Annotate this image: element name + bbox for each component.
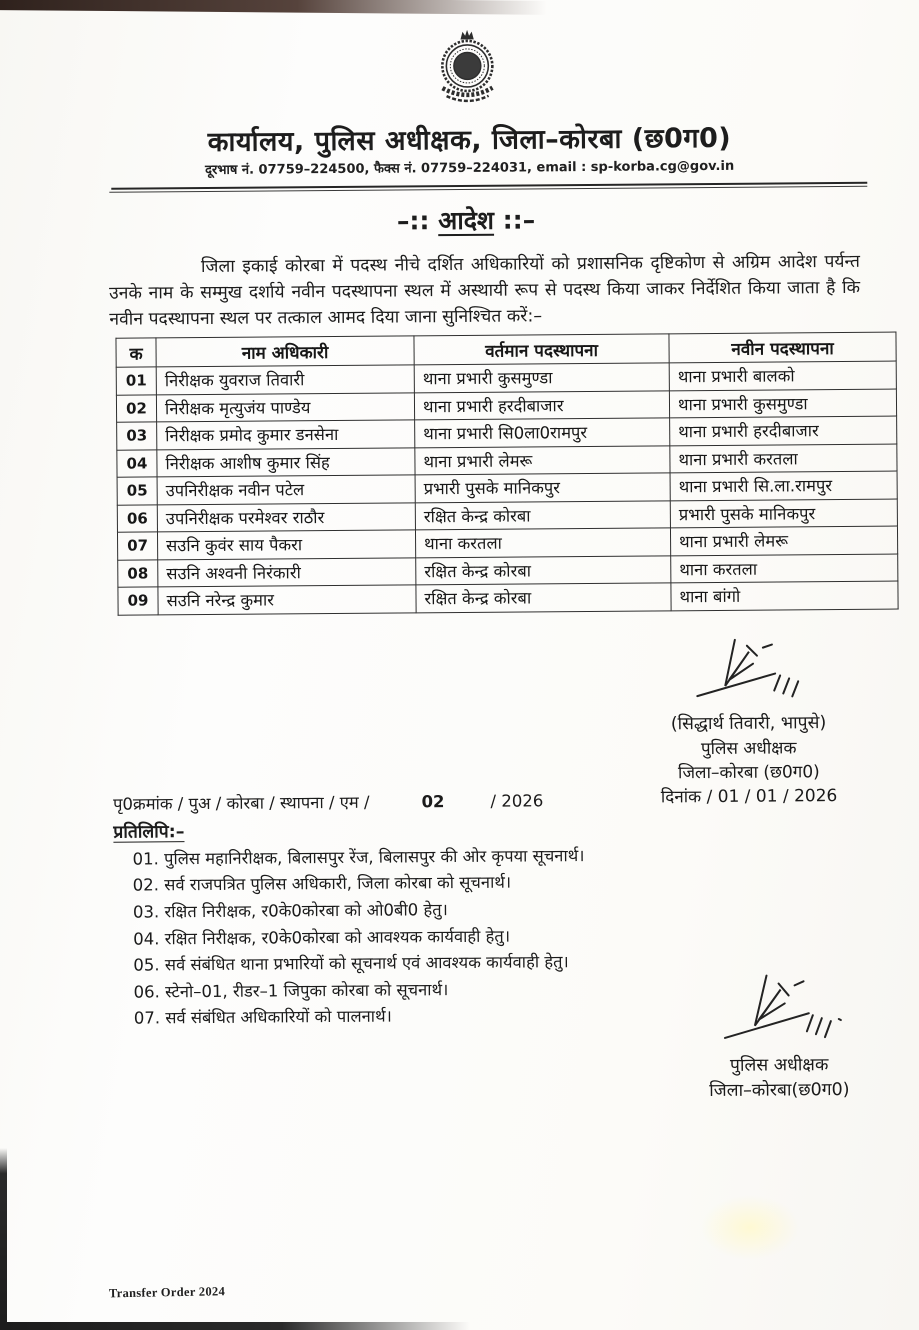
footer-note: Transfer Order 2024 <box>108 1284 226 1301</box>
order-date: दिनांक / 01 / 01 / 2026 <box>660 786 838 808</box>
memo-year: / 2026 <box>490 791 544 811</box>
bottom-designation: पुलिस अधीक्षक <box>729 1055 829 1076</box>
order-title-word: आदेश <box>438 205 495 236</box>
cell-new-posting: थाना बांगो <box>671 581 898 610</box>
memo-number: 02 <box>421 791 445 811</box>
police-crest-icon <box>428 26 507 111</box>
order-title-suffix: ::– <box>493 205 536 235</box>
order-intro-paragraph: जिला इकाई कोरबा में पदस्थ नीचे दर्शित अधिकारियों को प्रशासनिक दृष्टिकोण से अग्रिम आदेश पर्यन्त उनके नाम के सम्मुख दर्शाये नवीन पदस्थापना स्थल में अस्थायी रूप से पदस्थ किया जाकर निर्देशित किया जाता है कि नवीन पदस्थापना स्थल पर तत्काल आमद दिया जाना सुनिश्चित करें:– <box>109 251 861 330</box>
cell-new-posting: थाना प्रभारी बालको <box>669 361 896 390</box>
cell-new-posting: थाना प्रभारी कुसमुण्डा <box>669 389 896 418</box>
column-header-new-posting: नवीन पदस्थापना <box>669 332 896 363</box>
cell-officer-name: निरीक्षक प्रमोद कुमार डनसेना <box>157 420 415 450</box>
cell-serial: 05 <box>117 477 157 505</box>
scan-smudge <box>700 1195 800 1260</box>
cell-serial: 03 <box>117 422 157 450</box>
signatory-block-top <box>598 633 899 811</box>
copy-item: 04. रक्षित निरीक्षक, र0के0कोरबा को आवश्यक कार्यवाही हेतु। <box>133 926 511 949</box>
contact-line: दूरभाष नं. 07759–224500, फैक्स नं. 07759–224031, email : sp-korba.cg@gov.in <box>205 158 735 178</box>
cell-new-posting: थाना प्रभारी हरदीबाजार <box>670 416 897 445</box>
cell-serial: 02 <box>116 395 156 423</box>
cell-officer-name: निरीक्षक आशीष कुमार सिंह <box>157 448 415 478</box>
cell-current-posting: थाना प्रभारी लेमरू <box>415 446 670 476</box>
transfer-table <box>115 332 898 616</box>
signatory-designation: पुलिस अधीक्षक <box>700 738 797 759</box>
column-header-name: नाम अधिकारी <box>156 336 414 367</box>
cell-new-posting: थाना प्रभारी करतला <box>670 444 897 473</box>
cell-current-posting: रक्षित केन्द्र कोरबा <box>416 556 671 586</box>
copy-item: 01. पुलिस महानिरीक्षक, बिलासपुर रेंज, बिलासपुर की ओर कृपया सूचनार्थ। <box>132 845 585 869</box>
column-header-serial: क <box>116 338 156 367</box>
copy-item: 06. स्टेनो–01, रीडर–1 जिपुका कोरबा को सूचनार्थ। <box>133 979 449 1002</box>
cell-current-posting: प्रभारी पुसके मानिकपुर <box>415 473 670 503</box>
cell-new-posting: प्रभारी पुसके मानिकपुर <box>670 499 897 528</box>
cell-serial: 01 <box>116 367 156 395</box>
cell-current-posting: थाना करतला <box>415 528 670 558</box>
office-title: कार्यालय, पुलिस अधीक्षक, जिला–कोरबा (छ0ग0) <box>207 122 732 158</box>
scan-left-edge <box>0 1148 7 1330</box>
cell-new-posting: थाना प्रभारी लेमरू <box>670 526 897 555</box>
order-title <box>6 199 919 240</box>
bottom-district: जिला–कोरबा(छ0ग0) <box>709 1079 850 1101</box>
copy-item: 05. सर्व संबंधित थाना प्रभारियों को सूचनार्थ एवं आवश्यक कार्यवाही हेतु। <box>133 952 569 975</box>
cell-officer-name: सउनि अश्वनी निरंकारी <box>158 558 416 588</box>
table-row <box>118 581 898 615</box>
cell-current-posting: थाना प्रभारी सि0ला0रामपुर <box>415 418 670 448</box>
cell-officer-name: सउनि कुवंर साय पैकरा <box>157 530 415 560</box>
copies-heading: प्रतिलिपि:– <box>113 821 185 843</box>
copy-item: 07. सर्व संबंधित अधिकारियों को पालनार्थ। <box>133 1006 392 1029</box>
cell-new-posting: थाना करतला <box>671 554 898 583</box>
cell-current-posting: रक्षित केन्द्र कोरबा <box>416 583 671 613</box>
signature-scribble-icon <box>708 969 849 1054</box>
cell-officer-name: सउनि नरेन्द्र कुमार <box>158 585 416 615</box>
cell-serial: 09 <box>118 587 158 615</box>
cell-serial: 08 <box>118 560 158 588</box>
cell-current-posting: थाना प्रभारी कुसमुण्डा <box>414 363 669 393</box>
memo-prefix: पृ0क्रमांक / पुअ / कोरबा / स्थापना / एम / <box>113 792 370 814</box>
cell-current-posting: रक्षित केन्द्र कोरबा <box>415 501 670 531</box>
cell-current-posting: थाना प्रभारी हरदीबाजार <box>414 391 669 421</box>
column-header-current-posting: वर्तमान पदस्थापना <box>414 334 669 365</box>
cell-officer-name: उपनिरीक्षक नवीन पटेल <box>157 475 415 505</box>
order-title-prefix: –:: <box>396 206 439 236</box>
copy-item: 03. रक्षित निरीक्षक, र0के0कोरबा को ओ0बी0 हेतु। <box>132 900 448 922</box>
cell-officer-name: निरीक्षक युवराज तिवारी <box>156 365 414 395</box>
cell-serial: 06 <box>117 505 157 533</box>
cell-serial: 07 <box>117 532 157 560</box>
signatory-name: (सिद्धार्थ तिवारी, भापुसे) <box>670 713 827 735</box>
cell-officer-name: निरीक्षक मृत्युजंय पाण्डेय <box>156 393 414 423</box>
scan-bottom-edge <box>0 1322 470 1330</box>
emblem-container <box>7 0 919 118</box>
cell-officer-name: उपनिरीक्षक परमेश्वर राठौर <box>157 503 415 533</box>
cell-new-posting: थाना प्रभारी सि.ला.रामपुर <box>670 471 897 500</box>
cell-serial: 04 <box>117 450 157 478</box>
signatory-block-bottom <box>654 969 903 1105</box>
copy-item: 02. सर्व राजपत्रित पुलिस अधिकारी, जिला कोरबा को सूचनार्थ। <box>132 872 512 895</box>
signature-scribble-icon <box>683 633 814 710</box>
signatory-district: जिला–कोरबा (छ0ग0) <box>677 762 820 784</box>
